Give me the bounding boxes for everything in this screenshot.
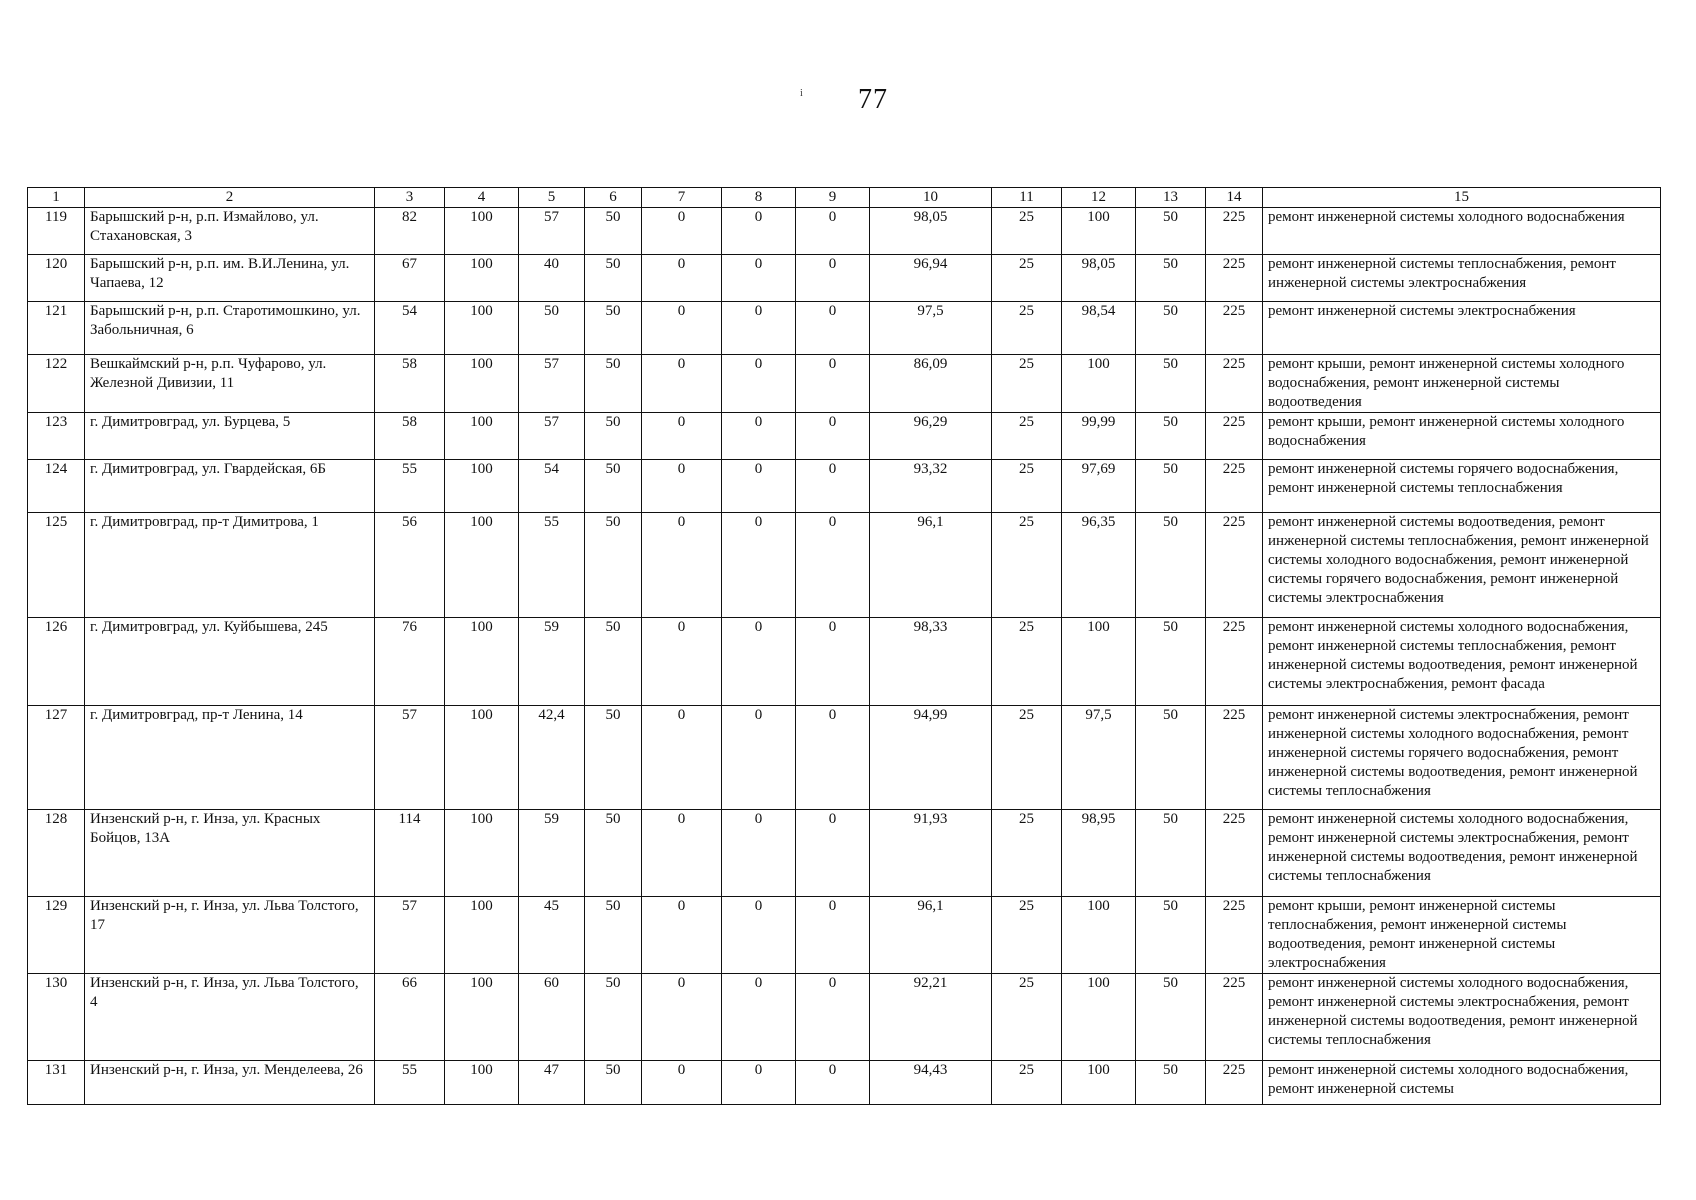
- cell-col-10: 91,93: [870, 810, 992, 897]
- row-number: 131: [28, 1061, 85, 1105]
- cell-col-9: 0: [796, 413, 870, 460]
- work-types: ремонт крыши, ремонт инженерной системы холодного водоснабжения, ремонт инженерной системы водоотведения: [1263, 355, 1661, 413]
- cell-col-14: 225: [1206, 460, 1263, 513]
- cell-col-11: 25: [992, 618, 1062, 706]
- cell-col-3: 57: [375, 897, 445, 974]
- cell-col-5: 50: [519, 302, 585, 355]
- address: Инзенский р-н, г. Инза, ул. Льва Толстого, 4: [85, 974, 375, 1061]
- cell-col-13: 50: [1136, 618, 1206, 706]
- repair-registry-table: [27, 187, 1661, 1105]
- cell-col-10: 92,21: [870, 974, 992, 1061]
- cell-col-14: 225: [1206, 810, 1263, 897]
- cell-col-9: 0: [796, 208, 870, 255]
- column-header-10: 10: [870, 188, 992, 208]
- cell-col-10: 86,09: [870, 355, 992, 413]
- work-types: ремонт инженерной системы холодного водоснабжения, ремонт инженерной системы электроснабжения, ремонт инженерной системы водоотведения, ремонт инженерной системы теплоснабжения: [1263, 974, 1661, 1061]
- cell-col-9: 0: [796, 974, 870, 1061]
- cell-col-8: 0: [722, 513, 796, 618]
- cell-col-3: 114: [375, 810, 445, 897]
- column-header-8: 8: [722, 188, 796, 208]
- cell-col-7: 0: [642, 413, 722, 460]
- cell-col-6: 50: [585, 897, 642, 974]
- cell-col-4: 100: [445, 355, 519, 413]
- cell-col-8: 0: [722, 255, 796, 302]
- cell-col-10: 96,29: [870, 413, 992, 460]
- cell-col-4: 100: [445, 974, 519, 1061]
- cell-col-9: 0: [796, 460, 870, 513]
- cell-col-14: 225: [1206, 255, 1263, 302]
- cell-col-3: 54: [375, 302, 445, 355]
- cell-col-10: 97,5: [870, 302, 992, 355]
- table-row: [28, 355, 1661, 413]
- cell-col-11: 25: [992, 255, 1062, 302]
- cell-col-9: 0: [796, 355, 870, 413]
- cell-col-9: 0: [796, 618, 870, 706]
- table-row: [28, 706, 1661, 810]
- work-types: ремонт инженерной системы горячего водоснабжения, ремонт инженерной системы теплоснабжения: [1263, 460, 1661, 513]
- cell-col-14: 225: [1206, 302, 1263, 355]
- table-row: [28, 897, 1661, 974]
- column-header-1: 1: [28, 188, 85, 208]
- page-number: 77: [858, 84, 888, 115]
- cell-col-12: 98,54: [1062, 302, 1136, 355]
- cell-col-13: 50: [1136, 810, 1206, 897]
- cell-col-4: 100: [445, 208, 519, 255]
- cell-col-5: 59: [519, 810, 585, 897]
- cell-col-3: 58: [375, 413, 445, 460]
- cell-col-12: 98,95: [1062, 810, 1136, 897]
- cell-col-13: 50: [1136, 355, 1206, 413]
- cell-col-12: 100: [1062, 208, 1136, 255]
- cell-col-5: 57: [519, 413, 585, 460]
- header-row: [28, 188, 1661, 208]
- address: Барышский р-н, р.п. Измайлово, ул. Стахановская, 3: [85, 208, 375, 255]
- cell-col-11: 25: [992, 302, 1062, 355]
- cell-col-13: 50: [1136, 255, 1206, 302]
- cell-col-7: 0: [642, 208, 722, 255]
- cell-col-4: 100: [445, 255, 519, 302]
- cell-col-14: 225: [1206, 618, 1263, 706]
- address: г. Димитровград, ул. Куйбышева, 245: [85, 618, 375, 706]
- column-header-7: 7: [642, 188, 722, 208]
- column-header-4: 4: [445, 188, 519, 208]
- table-row: [28, 255, 1661, 302]
- cell-col-9: 0: [796, 1061, 870, 1105]
- column-header-5: 5: [519, 188, 585, 208]
- column-header-6: 6: [585, 188, 642, 208]
- cell-col-8: 0: [722, 618, 796, 706]
- column-header-2: 2: [85, 188, 375, 208]
- work-types: ремонт инженерной системы холодного водоснабжения: [1263, 208, 1661, 255]
- table-row: [28, 413, 1661, 460]
- cell-col-4: 100: [445, 460, 519, 513]
- cell-col-12: 98,05: [1062, 255, 1136, 302]
- cell-col-6: 50: [585, 706, 642, 810]
- cell-col-11: 25: [992, 460, 1062, 513]
- cell-col-11: 25: [992, 413, 1062, 460]
- cell-col-10: 93,32: [870, 460, 992, 513]
- cell-col-7: 0: [642, 810, 722, 897]
- address: Вешкаймский р-н, р.п. Чуфарово, ул. Железной Дивизии, 11: [85, 355, 375, 413]
- cell-col-11: 25: [992, 897, 1062, 974]
- cell-col-13: 50: [1136, 460, 1206, 513]
- cell-col-5: 59: [519, 618, 585, 706]
- row-number: 125: [28, 513, 85, 618]
- cell-col-3: 82: [375, 208, 445, 255]
- cell-col-6: 50: [585, 208, 642, 255]
- cell-col-13: 50: [1136, 302, 1206, 355]
- cell-col-11: 25: [992, 208, 1062, 255]
- cell-col-12: 100: [1062, 974, 1136, 1061]
- cell-col-13: 50: [1136, 974, 1206, 1061]
- column-header-9: 9: [796, 188, 870, 208]
- table-row: [28, 974, 1661, 1061]
- cell-col-14: 225: [1206, 706, 1263, 810]
- cell-col-6: 50: [585, 413, 642, 460]
- cell-col-3: 55: [375, 460, 445, 513]
- address: г. Димитровград, ул. Бурцева, 5: [85, 413, 375, 460]
- column-header-11: 11: [992, 188, 1062, 208]
- cell-col-3: 66: [375, 974, 445, 1061]
- cell-col-8: 0: [722, 302, 796, 355]
- cell-col-13: 50: [1136, 413, 1206, 460]
- cell-col-3: 67: [375, 255, 445, 302]
- table-row: [28, 208, 1661, 255]
- cell-col-7: 0: [642, 255, 722, 302]
- cell-col-5: 45: [519, 897, 585, 974]
- row-number: 121: [28, 302, 85, 355]
- work-types: ремонт инженерной системы водоотведения, ремонт инженерной системы теплоснабжения, ремонт инженерной системы холодного водоснабжения, ремонт инженерной системы горячего водоснабжения, ремонт инженерной системы электроснабжения: [1263, 513, 1661, 618]
- cell-col-5: 40: [519, 255, 585, 302]
- cell-col-6: 50: [585, 974, 642, 1061]
- cell-col-3: 56: [375, 513, 445, 618]
- cell-col-7: 0: [642, 897, 722, 974]
- address: г. Димитровград, пр-т Димитрова, 1: [85, 513, 375, 618]
- row-number: 130: [28, 974, 85, 1061]
- cell-col-9: 0: [796, 513, 870, 618]
- column-header-15: 15: [1263, 188, 1661, 208]
- column-header-13: 13: [1136, 188, 1206, 208]
- cell-col-13: 50: [1136, 1061, 1206, 1105]
- cell-col-12: 99,99: [1062, 413, 1136, 460]
- cell-col-10: 94,99: [870, 706, 992, 810]
- cell-col-7: 0: [642, 1061, 722, 1105]
- cell-col-3: 57: [375, 706, 445, 810]
- row-number: 126: [28, 618, 85, 706]
- column-header-14: 14: [1206, 188, 1263, 208]
- cell-col-13: 50: [1136, 208, 1206, 255]
- row-number: 128: [28, 810, 85, 897]
- cell-col-12: 100: [1062, 897, 1136, 974]
- work-types: ремонт инженерной системы теплоснабжения, ремонт инженерной системы электроснабжения: [1263, 255, 1661, 302]
- work-types: ремонт инженерной системы холодного водоснабжения, ремонт инженерной системы: [1263, 1061, 1661, 1105]
- table-row: [28, 810, 1661, 897]
- cell-col-8: 0: [722, 413, 796, 460]
- cell-col-7: 0: [642, 355, 722, 413]
- cell-col-10: 98,33: [870, 618, 992, 706]
- cell-col-11: 25: [992, 355, 1062, 413]
- cell-col-6: 50: [585, 255, 642, 302]
- cell-col-4: 100: [445, 810, 519, 897]
- work-types: ремонт инженерной системы электроснабжения: [1263, 302, 1661, 355]
- cell-col-7: 0: [642, 706, 722, 810]
- cell-col-13: 50: [1136, 513, 1206, 618]
- cell-col-8: 0: [722, 208, 796, 255]
- cell-col-14: 225: [1206, 1061, 1263, 1105]
- cell-col-12: 97,5: [1062, 706, 1136, 810]
- cell-col-6: 50: [585, 302, 642, 355]
- cell-col-6: 50: [585, 810, 642, 897]
- cell-col-10: 94,43: [870, 1061, 992, 1105]
- cell-col-6: 50: [585, 513, 642, 618]
- cell-col-9: 0: [796, 706, 870, 810]
- cell-col-9: 0: [796, 255, 870, 302]
- cell-col-5: 57: [519, 355, 585, 413]
- cell-col-12: 96,35: [1062, 513, 1136, 618]
- cell-col-6: 50: [585, 460, 642, 513]
- address: Барышский р-н, р.п. Старотимошкино, ул. Забольничная, 6: [85, 302, 375, 355]
- cell-col-9: 0: [796, 810, 870, 897]
- row-number: 123: [28, 413, 85, 460]
- work-types: ремонт крыши, ремонт инженерной системы теплоснабжения, ремонт инженерной системы водоотведения, ремонт инженерной системы электроснабжения: [1263, 897, 1661, 974]
- cell-col-14: 225: [1206, 413, 1263, 460]
- cell-col-11: 25: [992, 513, 1062, 618]
- cell-col-8: 0: [722, 897, 796, 974]
- cell-col-14: 225: [1206, 513, 1263, 618]
- cell-col-10: 96,94: [870, 255, 992, 302]
- cell-col-14: 225: [1206, 897, 1263, 974]
- cell-col-4: 100: [445, 897, 519, 974]
- table-row: [28, 302, 1661, 355]
- cell-col-11: 25: [992, 706, 1062, 810]
- cell-col-14: 225: [1206, 208, 1263, 255]
- cell-col-8: 0: [722, 974, 796, 1061]
- cell-col-9: 0: [796, 302, 870, 355]
- cell-col-8: 0: [722, 810, 796, 897]
- table-row: [28, 513, 1661, 618]
- cell-col-7: 0: [642, 460, 722, 513]
- table-row: [28, 1061, 1661, 1105]
- cell-col-8: 0: [722, 460, 796, 513]
- cell-col-4: 100: [445, 706, 519, 810]
- cell-col-6: 50: [585, 618, 642, 706]
- cell-col-8: 0: [722, 706, 796, 810]
- cell-col-6: 50: [585, 1061, 642, 1105]
- work-types: ремонт инженерной системы холодного водоснабжения, ремонт инженерной системы электроснабжения, ремонт инженерной системы водоотведения, ремонт инженерной системы теплоснабжения: [1263, 810, 1661, 897]
- cell-col-8: 0: [722, 1061, 796, 1105]
- cell-col-5: 42,4: [519, 706, 585, 810]
- cell-col-10: 98,05: [870, 208, 992, 255]
- cell-col-12: 97,69: [1062, 460, 1136, 513]
- work-types: ремонт инженерной системы холодного водоснабжения, ремонт инженерной системы теплоснабжения, ремонт инженерной системы водоотведения, ремонт инженерной системы электроснабжения, ремонт фасада: [1263, 618, 1661, 706]
- cell-col-5: 57: [519, 208, 585, 255]
- cell-col-3: 58: [375, 355, 445, 413]
- cell-col-11: 25: [992, 1061, 1062, 1105]
- cell-col-11: 25: [992, 810, 1062, 897]
- cell-col-4: 100: [445, 302, 519, 355]
- cell-col-12: 100: [1062, 355, 1136, 413]
- cell-col-6: 50: [585, 355, 642, 413]
- cell-col-12: 100: [1062, 1061, 1136, 1105]
- row-number: 129: [28, 897, 85, 974]
- cell-col-7: 0: [642, 618, 722, 706]
- row-number: 120: [28, 255, 85, 302]
- cell-col-3: 76: [375, 618, 445, 706]
- cell-col-14: 225: [1206, 974, 1263, 1061]
- cell-col-3: 55: [375, 1061, 445, 1105]
- cell-col-12: 100: [1062, 618, 1136, 706]
- address: Барышский р-н, р.п. им. В.И.Ленина, ул. Чапаева, 12: [85, 255, 375, 302]
- cell-col-4: 100: [445, 618, 519, 706]
- scan-speck: і: [800, 88, 803, 99]
- cell-col-5: 47: [519, 1061, 585, 1105]
- cell-col-7: 0: [642, 302, 722, 355]
- cell-col-9: 0: [796, 897, 870, 974]
- row-number: 127: [28, 706, 85, 810]
- cell-col-13: 50: [1136, 897, 1206, 974]
- address: г. Димитровград, пр-т Ленина, 14: [85, 706, 375, 810]
- column-header-3: 3: [375, 188, 445, 208]
- cell-col-4: 100: [445, 513, 519, 618]
- cell-col-7: 0: [642, 513, 722, 618]
- cell-col-4: 100: [445, 413, 519, 460]
- cell-col-11: 25: [992, 974, 1062, 1061]
- cell-col-8: 0: [722, 355, 796, 413]
- cell-col-13: 50: [1136, 706, 1206, 810]
- work-types: ремонт крыши, ремонт инженерной системы холодного водоснабжения: [1263, 413, 1661, 460]
- row-number: 122: [28, 355, 85, 413]
- cell-col-5: 54: [519, 460, 585, 513]
- cell-col-10: 96,1: [870, 897, 992, 974]
- cell-col-10: 96,1: [870, 513, 992, 618]
- row-number: 124: [28, 460, 85, 513]
- cell-col-5: 55: [519, 513, 585, 618]
- cell-col-7: 0: [642, 974, 722, 1061]
- cell-col-5: 60: [519, 974, 585, 1061]
- column-header-12: 12: [1062, 188, 1136, 208]
- cell-col-14: 225: [1206, 355, 1263, 413]
- address: Инзенский р-н, г. Инза, ул. Красных Бойцов, 13А: [85, 810, 375, 897]
- cell-col-4: 100: [445, 1061, 519, 1105]
- address: Инзенский р-н, г. Инза, ул. Менделеева, 26: [85, 1061, 375, 1105]
- address: Инзенский р-н, г. Инза, ул. Льва Толстого, 17: [85, 897, 375, 974]
- address: г. Димитровград, ул. Гвардейская, 6Б: [85, 460, 375, 513]
- row-number: 119: [28, 208, 85, 255]
- table-row: [28, 618, 1661, 706]
- table-row: [28, 460, 1661, 513]
- work-types: ремонт инженерной системы электроснабжения, ремонт инженерной системы холодного водоснабжения, ремонт инженерной системы горячего водоснабжения, ремонт инженерной системы водоотведения, ремонт инженерной системы теплоснабжения: [1263, 706, 1661, 810]
